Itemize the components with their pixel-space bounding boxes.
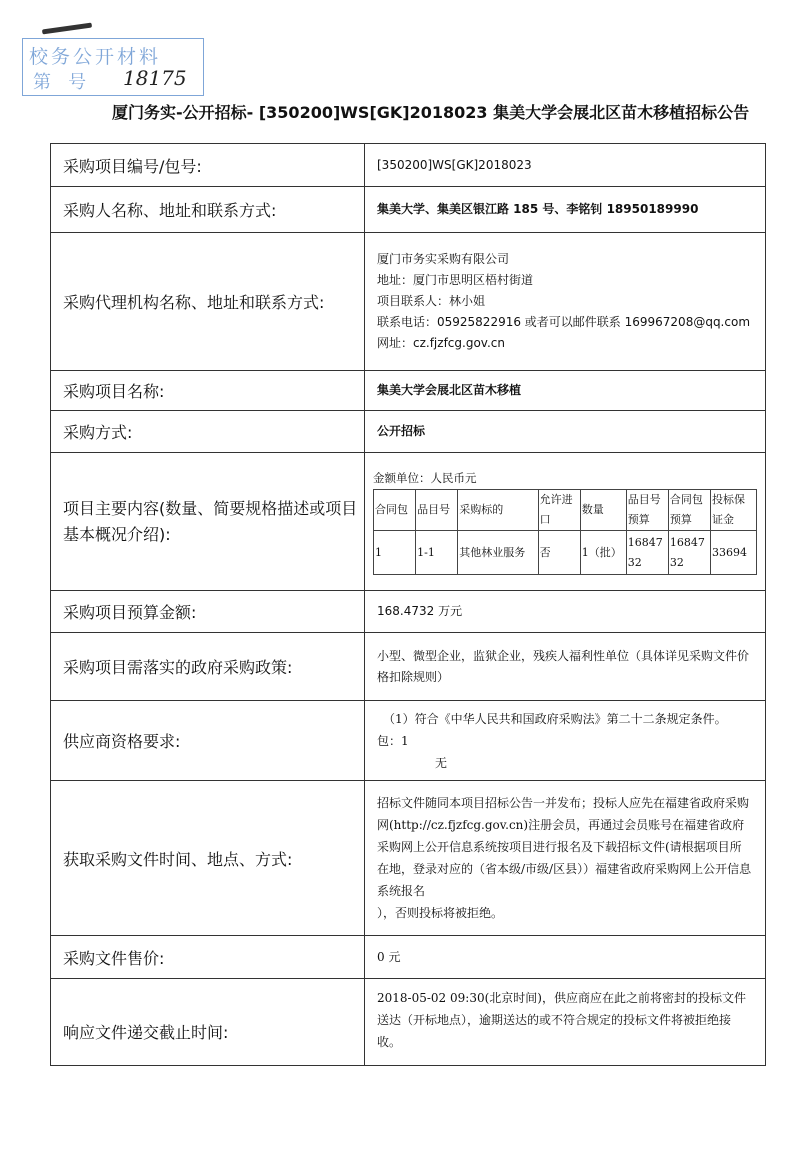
- amount-unit: 金额单位：人民币元: [373, 471, 477, 485]
- header-cell: 投标保证金: [711, 490, 757, 531]
- items-row: [374, 531, 757, 575]
- acquisition-method: 招标文件随同本项目招标公告一并发布；投标人应先在福建省政府采购网(http://cz.fjzfcg.gov.cn)注册会员，再通过会员账号在福建省政府采购网上公开信息系统按项目进行报名及下载招标文件(请根据项目所在地，登录对应的（省本级/市级/区县））福建省政府采购网上公开信息系统报名: [377, 796, 752, 898]
- cell: 1: [374, 531, 416, 575]
- items-table: [373, 489, 757, 575]
- row-label: 采购人名称、地址和联系方式:: [51, 187, 365, 233]
- row-value: 0 元: [365, 936, 766, 979]
- cell: 33694: [711, 531, 757, 575]
- table-row: [51, 936, 766, 979]
- row-value: 168.4732 万元: [365, 591, 766, 633]
- header-cell: 采购标的: [458, 490, 538, 531]
- row-value: 集美大学、集美区银江路 185 号、李铭钊 18950189990: [365, 187, 766, 233]
- row-value: 2018-05-02 09:30(北京时间)，供应商应在此之前将密封的投标文件送达（开标地点），逾期送达的或不符合规定的投标文件将被拒绝接收。: [365, 979, 766, 1066]
- row-value: [365, 453, 766, 591]
- header-cell: 合同包: [374, 490, 416, 531]
- row-label: 采购代理机构名称、地址和联系方式:: [51, 233, 365, 371]
- document-title: 厦门务实-公开招标- [350200]WS[GK]2018023 集美大学会展北区苗木移植招标公告: [112, 103, 750, 122]
- table-row: [51, 979, 766, 1066]
- row-label: 采购方式:: [51, 411, 365, 453]
- qualification-detail: 无: [435, 755, 448, 770]
- acquisition-note: ），否则投标将被拒绝。: [377, 906, 504, 920]
- row-value: [365, 233, 766, 371]
- row-value: [350200]WS[GK]2018023: [365, 144, 766, 187]
- table-row: [51, 233, 766, 371]
- table-row: [51, 144, 766, 187]
- row-value: 集美大学会展北区苗木移植: [365, 371, 766, 411]
- table-row: [51, 633, 766, 701]
- agency-website: 网址：cz.fjzfcg.gov.cn: [377, 336, 505, 350]
- cell: 1684732: [668, 531, 710, 575]
- agency-address: 地址：厦门市思明区梧村街道: [377, 273, 534, 287]
- stamp-number: 18175: [123, 66, 187, 90]
- row-value: [365, 781, 766, 936]
- qualification-package: 包：1: [377, 733, 409, 748]
- pen-mark: [42, 23, 92, 35]
- row-label: 采购项目编号/包号:: [51, 144, 365, 187]
- cell: 1-1: [416, 531, 458, 575]
- table-row: [51, 781, 766, 936]
- table-row: [51, 371, 766, 411]
- header-cell: 品目号: [416, 490, 458, 531]
- header-cell: 合同包预算: [668, 490, 710, 531]
- table-row: [51, 701, 766, 781]
- row-label: 采购文件售价:: [51, 936, 365, 979]
- table-row: [51, 411, 766, 453]
- row-value: 小型、微型企业，监狱企业，残疾人福利性单位（具体详见采购文件价格扣除规则）: [365, 633, 766, 701]
- qualification-line: （1）符合《中华人民共和国政府采购法》第二十二条规定条件。: [383, 711, 727, 726]
- announcement-table: [50, 143, 766, 1066]
- stamp-line2: 第 号: [33, 72, 87, 93]
- cell: 其他林业服务: [458, 531, 538, 575]
- agency-contact: 项目联系人：林小姐: [377, 294, 486, 308]
- row-value: [365, 701, 766, 781]
- cell: 1684732: [626, 531, 668, 575]
- row-label: 项目主要内容(数量、简要规格描述或项目基本概况介绍):: [51, 453, 365, 591]
- row-label: 供应商资格要求:: [51, 701, 365, 781]
- agency-name: 厦门市务实采购有限公司: [377, 252, 510, 266]
- row-label: 采购项目名称:: [51, 371, 365, 411]
- header-cell: 允许进口: [538, 490, 580, 531]
- cell: 1（批）: [580, 531, 626, 575]
- row-label: 获取采购文件时间、地点、方式:: [51, 781, 365, 936]
- items-header-row: [374, 490, 757, 531]
- agency-phone: 联系电话：05925822916 或者可以邮件联系 169967208@qq.com: [377, 315, 751, 329]
- row-label: 采购项目需落实的政府采购政策:: [51, 633, 365, 701]
- table-row: [51, 453, 766, 591]
- table-row: [51, 187, 766, 233]
- archive-stamp: [22, 38, 204, 96]
- row-label: 采购项目预算金额:: [51, 591, 365, 633]
- header-cell: 品目号预算: [626, 490, 668, 531]
- header-cell: 数量: [580, 490, 626, 531]
- cell: 否: [538, 531, 580, 575]
- row-value: 公开招标: [365, 411, 766, 453]
- table-row: [51, 591, 766, 633]
- stamp-line1: 校务公开材料: [29, 46, 162, 68]
- row-label: 响应文件递交截止时间:: [51, 979, 365, 1066]
